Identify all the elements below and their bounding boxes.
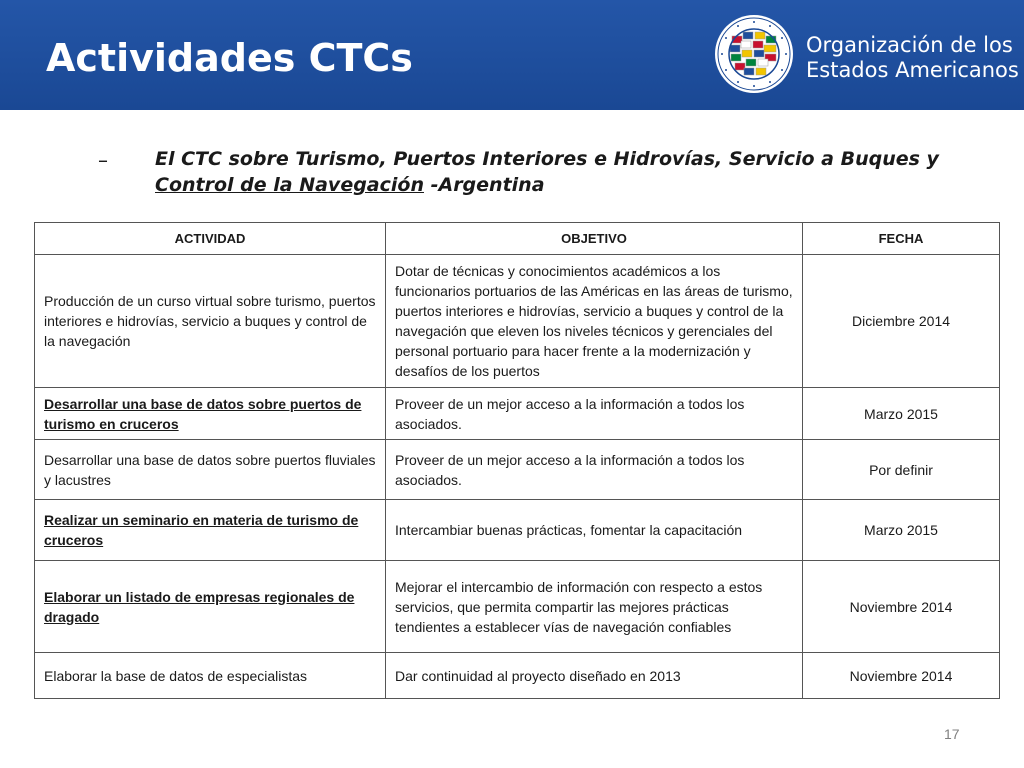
slide-title: Actividades CTCs	[46, 36, 413, 80]
fecha-cell: Marzo 2015	[803, 500, 1000, 561]
table-row	[35, 255, 1000, 388]
table-row	[35, 500, 1000, 561]
objetivo-cell: Proveer de un mejor acceso a la información a todos los asociados.	[386, 388, 803, 440]
fecha-cell: Marzo 2015	[803, 388, 1000, 440]
activities-table	[34, 222, 1000, 699]
fecha-cell: Por definir	[803, 440, 1000, 500]
table-row	[35, 653, 1000, 699]
actividad-cell: Elaborar la base de datos de especialistas	[35, 653, 386, 699]
table-row	[35, 388, 1000, 440]
actividad-cell-link[interactable]: Desarrollar una base de datos sobre puertos de turismo en cruceros	[35, 388, 386, 440]
slide-subtitle	[155, 146, 955, 198]
actividad-cell: Producción de un curso virtual sobre turismo, puertos interiores e hidrovías, servicio a buques y control de la navegación	[35, 255, 386, 388]
fecha-cell: Noviembre 2014	[803, 653, 1000, 699]
objetivo-cell: Proveer de un mejor acceso a la información a todos los asociados.	[386, 440, 803, 500]
subtitle-part2: Control de la Navegación	[155, 174, 424, 196]
subtitle-dash: –	[98, 148, 108, 172]
table-row	[35, 561, 1000, 653]
objetivo-cell: Dotar de técnicas y conocimientos académicos a los funcionarios portuarios de las Américas en las áreas de turismo, puertos interiores e hidrovías, servicio a buques y control de la navegación que eleven los niveles técnicos y gerenciales del personal portuario para hacer frente a la modernización y desafíos de los puertos	[386, 255, 803, 388]
column-header-objetivo: OBJETIVO	[386, 223, 803, 255]
organization-name-line1: Organización de los	[806, 33, 1013, 57]
page-number: 17	[944, 726, 960, 742]
table-row	[35, 440, 1000, 500]
actividad-cell: Desarrollar una base de datos sobre puertos fluviales y lacustres	[35, 440, 386, 500]
actividad-cell-link[interactable]: Elaborar un listado de empresas regionales de dragado	[35, 561, 386, 653]
organization-name-line2: Estados Americanos	[806, 58, 1019, 82]
column-header-actividad: ACTIVIDAD	[35, 223, 386, 255]
subtitle-part1: El CTC sobre Turismo, Puertos Interiores e Hidrovías, Servicio a Buques y	[155, 148, 939, 170]
slide-header	[0, 0, 1024, 110]
column-header-fecha: FECHA	[803, 223, 1000, 255]
subtitle-part3: -Argentina	[423, 174, 545, 196]
actividad-cell-link[interactable]: Realizar un seminario en materia de turismo de cruceros	[35, 500, 386, 561]
fecha-cell: Diciembre 2014	[803, 255, 1000, 388]
objetivo-cell: Mejorar el intercambio de información con respecto a estos servicios, que permita compartir las mejores prácticas tendientes a establecer vías de navegación confiables	[386, 561, 803, 653]
table-header-row	[35, 223, 1000, 255]
objetivo-cell: Dar continuidad al proyecto diseñado en 2013	[386, 653, 803, 699]
fecha-cell: Noviembre 2014	[803, 561, 1000, 653]
oas-seal-icon	[714, 14, 794, 94]
objetivo-cell: Intercambiar buenas prácticas, fomentar la capacitación	[386, 500, 803, 561]
organization-name	[806, 33, 1019, 83]
